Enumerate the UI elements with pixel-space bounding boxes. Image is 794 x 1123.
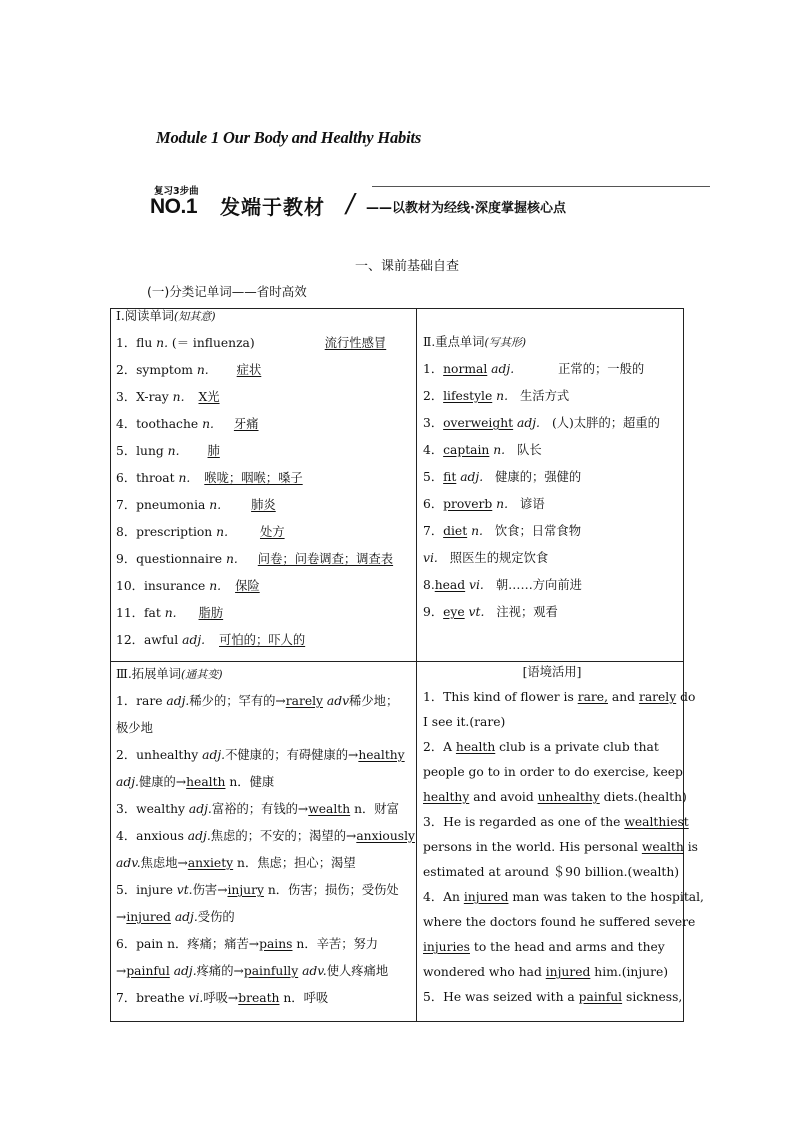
part-of-speech: n. xyxy=(168,390,185,404)
context-sentence-line xyxy=(423,760,681,785)
text-fragment: 富裕的；有钱的→ xyxy=(211,802,309,816)
text-fragment: n．辛苦；努力 xyxy=(292,937,379,951)
context-sentence-line xyxy=(423,960,681,985)
part-of-speech: vi. xyxy=(465,578,484,592)
word: 10．insurance xyxy=(116,579,206,593)
part-of-speech: n. xyxy=(492,389,508,403)
text-fragment: 3．wealthy xyxy=(116,802,189,816)
text-fragment: 7．breathe xyxy=(116,991,189,1005)
text-fragment: 4．An xyxy=(423,890,464,904)
key-word: fit xyxy=(443,470,457,484)
word: 9．questionnaire xyxy=(116,552,223,566)
text-fragment: adj. xyxy=(188,802,212,816)
text-fragment: sickness, xyxy=(622,990,683,1004)
extended-word-line xyxy=(116,931,414,958)
reading-word-row xyxy=(116,573,414,600)
part-of-speech: n. xyxy=(489,443,506,457)
part-of-speech: n. xyxy=(205,498,222,512)
banner-tagline: ——以教材为经线·深度掌握核心点 xyxy=(366,201,566,216)
part-of-speech: n. xyxy=(160,606,177,620)
word-meaning: 牙痛 xyxy=(233,417,259,431)
text-fragment: painful xyxy=(578,990,623,1004)
text-fragment: anxiety xyxy=(187,856,234,870)
text-fragment: adj. xyxy=(187,829,211,843)
text-fragment: → xyxy=(116,910,127,924)
word: 1．flu xyxy=(116,336,153,350)
text-fragment: vt. xyxy=(176,883,193,897)
text-fragment: him.(injure) xyxy=(590,965,669,979)
text-fragment: 健康的→ xyxy=(138,775,187,789)
text-fragment: n．呼吸 xyxy=(279,991,329,1005)
part-of-speech: adj. xyxy=(456,470,484,484)
word-meaning: (人)太胖的；超重的 xyxy=(551,416,660,430)
reading-word-row xyxy=(116,357,414,384)
module-title: Module 1 Our Body and Healthy Habits xyxy=(156,128,422,147)
text-fragment: health xyxy=(455,740,496,754)
context-sentence-line xyxy=(423,785,687,810)
text-fragment: estimated at around ＄90 billion.(wealth) xyxy=(423,865,680,879)
text-fragment: rarely xyxy=(638,690,677,704)
text-fragment: where the doctors found he suffered severe xyxy=(423,915,696,929)
part-of-speech: n. xyxy=(198,417,214,431)
key-word: overweight xyxy=(443,416,514,430)
key-words-heading: Ⅱ.重点单词(写其形) xyxy=(423,335,527,349)
text-fragment: 5．He was seized with a xyxy=(423,990,579,1004)
word-meaning: 流行性感冒 xyxy=(324,336,387,350)
text-fragment: wondered who had xyxy=(423,965,546,979)
context-sentence-line xyxy=(423,810,689,835)
text-fragment: injured xyxy=(463,890,509,904)
word: 4．toothache xyxy=(116,417,199,431)
text-fragment: 呼吸→ xyxy=(203,991,239,1005)
item-number: 7． xyxy=(423,524,444,538)
part-of-speech: n. xyxy=(192,363,209,377)
text-fragment: is xyxy=(683,840,698,854)
extended-word-line xyxy=(116,823,414,850)
word-meaning: 朝……方向前进 xyxy=(495,578,582,592)
banner-number: NO.1 xyxy=(150,195,198,218)
text-fragment: adj. xyxy=(116,775,139,789)
key-word-row xyxy=(423,518,685,545)
item-number: 1． xyxy=(423,362,444,376)
word-meaning: 处方 xyxy=(259,525,285,539)
word-meaning: 症状 xyxy=(236,363,262,377)
text-fragment: rare, xyxy=(577,690,608,704)
text-fragment: pains xyxy=(259,937,293,951)
key-word: lifestyle xyxy=(443,389,493,403)
key-word-row xyxy=(423,599,685,626)
text-fragment: 1．This kind of flower is xyxy=(423,690,578,704)
key-word: eye xyxy=(443,605,465,619)
context-sentence-line xyxy=(423,910,696,935)
reading-word-row xyxy=(116,519,414,546)
part-of-speech: n. xyxy=(174,471,191,485)
word-meaning: 问卷；问卷调查；调查表 xyxy=(257,552,394,566)
text-fragment: 疼痛的→ xyxy=(196,964,244,978)
text-fragment: painfully xyxy=(243,964,299,978)
word-meaning: 注视；观看 xyxy=(496,605,558,619)
text-fragment: I see it.(rare) xyxy=(423,715,506,729)
context-sentence-line xyxy=(423,860,681,885)
text-fragment: and avoid xyxy=(469,790,538,804)
banner-rule xyxy=(372,186,710,187)
item-number: 2． xyxy=(423,389,444,403)
reading-word-row xyxy=(116,546,414,573)
key-word: captain xyxy=(443,443,490,457)
key-word: proverb xyxy=(443,497,493,511)
subsection-heading: (一)分类记单词——省时高效 xyxy=(147,284,307,299)
extended-word-line xyxy=(116,769,414,796)
word: 2．symptom xyxy=(116,363,193,377)
key-word-row xyxy=(423,410,685,437)
item-number: 6． xyxy=(423,497,444,511)
key-word-row xyxy=(423,356,685,383)
banner-small-text: 复习3步曲 xyxy=(154,186,199,197)
word: 6．throat xyxy=(116,471,175,485)
item-number: 8. xyxy=(423,578,435,592)
word-meaning: 健康的；强健的 xyxy=(495,470,582,484)
part-of-speech: adj. xyxy=(487,362,515,376)
word-meaning: 肺炎 xyxy=(251,498,276,512)
text-fragment: adj. xyxy=(169,964,197,978)
part-of-speech: adj. xyxy=(513,416,540,430)
context-sentence-line xyxy=(423,685,696,710)
part-of-speech: n. xyxy=(222,552,238,566)
extended-words-cell xyxy=(116,661,414,1012)
text-fragment: 焦虑地→ xyxy=(140,856,188,870)
text-fragment: healthy xyxy=(423,790,470,804)
extended-word-line xyxy=(116,877,414,904)
reading-word-row xyxy=(116,438,414,465)
context-practice-heading: [语境活用] xyxy=(522,665,582,679)
text-fragment: injury xyxy=(227,883,264,897)
text-fragment: n．疼痛；痛苦→ xyxy=(167,937,260,951)
reading-words-heading: Ⅰ.阅读单词(知其意) xyxy=(116,309,216,323)
key-word: normal xyxy=(443,362,488,376)
text-fragment: n．焦虑；担心；渴望 xyxy=(233,856,356,870)
text-fragment: people go to in order to do exercise, keep xyxy=(423,765,683,779)
text-fragment: wealthiest xyxy=(624,815,689,829)
item-number: 9． xyxy=(423,605,444,619)
key-word-row xyxy=(423,491,685,518)
text-fragment: health xyxy=(186,775,226,789)
text-fragment: anxiously xyxy=(356,829,415,843)
reading-word-row xyxy=(116,465,414,492)
text-fragment: to the head and arms and they xyxy=(469,940,665,954)
part-of-speech: n. xyxy=(152,336,168,350)
text-fragment: n．财富 xyxy=(350,802,399,816)
word-meaning: 脂肪 xyxy=(198,606,224,620)
reading-word-row xyxy=(116,600,414,627)
text-fragment: and xyxy=(607,690,639,704)
text-fragment: adv. xyxy=(298,964,327,978)
word-meaning: 谚语 xyxy=(520,497,545,511)
key-word-row xyxy=(423,383,685,410)
text-fragment: adv xyxy=(322,694,350,708)
text-fragment: 不健康的；有碍健康的→ xyxy=(225,748,359,762)
part-of-speech: vt. xyxy=(464,605,485,619)
context-sentence-line xyxy=(423,935,681,960)
vocabulary-table xyxy=(110,308,704,1022)
item-number: 4． xyxy=(423,443,444,457)
context-practice-cell xyxy=(423,660,704,1010)
extended-word-line xyxy=(116,715,414,742)
extended-word-line xyxy=(116,688,414,715)
text-fragment: adj. xyxy=(170,910,198,924)
text-fragment: adv. xyxy=(116,856,141,870)
banner-slash: / xyxy=(343,189,358,219)
word: 5．lung xyxy=(116,444,164,458)
word-meaning: 饮食；日常食物 xyxy=(494,524,581,538)
extended-word-line xyxy=(116,796,414,823)
text-fragment: injured xyxy=(545,965,591,979)
text-fragment: 2．A xyxy=(423,740,456,754)
part-of-speech: n. xyxy=(163,444,180,458)
text-fragment: 受伤的 xyxy=(197,910,235,924)
table-divider-vertical xyxy=(416,308,417,1022)
extended-word-line xyxy=(116,985,414,1012)
context-sentence-line xyxy=(423,985,681,1010)
item-number: 3． xyxy=(423,416,444,430)
section-heading: 一、课前基础自查 xyxy=(355,259,460,274)
text-fragment: breath xyxy=(238,991,280,1005)
word-meaning: 可怕的；吓人的 xyxy=(219,633,306,647)
text-fragment: unhealthy xyxy=(537,790,600,804)
text-fragment: n．伤害；损伤；受伤处 xyxy=(263,883,399,897)
text-fragment: wealth xyxy=(641,840,684,854)
word-meaning: 肺 xyxy=(207,444,220,458)
text-fragment: diets.(health) xyxy=(599,790,687,804)
text-fragment: vi. xyxy=(188,991,204,1005)
text-fragment: wealth xyxy=(308,802,351,816)
word-meaning: 喉咙；咽喉；嗓子 xyxy=(204,471,303,485)
text-fragment: club is a private club that xyxy=(495,740,659,754)
text-fragment: rarely xyxy=(285,694,323,708)
text-fragment: painful xyxy=(126,964,170,978)
section-banner xyxy=(150,183,710,219)
extended-word-line xyxy=(116,850,414,877)
part-of-speech: n. xyxy=(212,525,228,539)
extended-word-line xyxy=(116,958,414,985)
context-sentence-line xyxy=(423,885,704,910)
part-of-speech: n. xyxy=(492,497,509,511)
text-fragment: adj. xyxy=(166,694,190,708)
text-fragment: 稀少地； xyxy=(349,694,399,708)
item-number: 5． xyxy=(423,470,444,484)
text-fragment: injuries xyxy=(423,940,470,954)
word: 7．pneumonia xyxy=(116,498,206,512)
context-sentence-line xyxy=(423,835,698,860)
text-fragment: 焦虑的；不安的；渴望的→ xyxy=(210,829,357,843)
extended-word-line xyxy=(116,742,414,769)
part-of-speech: vi. xyxy=(423,551,438,565)
text-fragment: 2．unhealthy xyxy=(116,748,203,762)
key-word: head xyxy=(434,578,466,592)
text-fragment: adj. xyxy=(202,748,226,762)
key-words-cell xyxy=(423,329,685,626)
key-word-row xyxy=(423,545,685,572)
text-fragment: 6．pain xyxy=(116,937,168,951)
text-fragment: 5．injure xyxy=(116,883,177,897)
text-fragment: 伤害→ xyxy=(192,883,228,897)
text-fragment: persons in the world. His personal xyxy=(423,840,642,854)
key-word-row xyxy=(423,437,685,464)
text-fragment: 4．anxious xyxy=(116,829,188,843)
extended-words-heading: Ⅲ.拓展单词(通其变) xyxy=(116,667,223,681)
text-fragment: do xyxy=(676,690,696,704)
text-fragment: healthy xyxy=(358,748,405,762)
key-word: diet xyxy=(443,524,468,538)
word-meaning: X光 xyxy=(198,390,220,404)
reading-word-row xyxy=(116,627,414,654)
part-of-speech: adj. xyxy=(178,633,206,647)
word: 8．prescription xyxy=(116,525,213,539)
context-sentence-line xyxy=(423,735,681,760)
reading-word-row xyxy=(116,411,414,438)
word: 12．awful xyxy=(116,633,179,647)
word: 3．X-ray xyxy=(116,390,169,404)
reading-word-row xyxy=(116,330,414,357)
word-meaning: 正常的；一般的 xyxy=(558,362,645,376)
reading-words-cell xyxy=(116,303,414,654)
reading-word-row xyxy=(116,492,414,519)
key-word-row xyxy=(423,572,685,599)
part-of-speech: n. xyxy=(467,524,483,538)
text-fragment: injured xyxy=(126,910,171,924)
word-meaning: 队长 xyxy=(517,443,542,457)
banner-heading: 发端于教材 xyxy=(220,195,325,219)
text-fragment: n．健康 xyxy=(225,775,275,789)
word-meaning: 生活方式 xyxy=(519,389,570,403)
text-fragment: 1．rare xyxy=(116,694,167,708)
context-sentence-line xyxy=(423,710,681,735)
text-fragment: → xyxy=(116,964,127,978)
word: 11．fat xyxy=(116,606,161,620)
text-fragment: 稀少的；罕有的→ xyxy=(189,694,286,708)
reading-word-row xyxy=(116,384,414,411)
key-word-row xyxy=(423,464,685,491)
text-fragment: 使人疼痛地 xyxy=(326,964,389,978)
part-of-speech: n. xyxy=(205,579,222,593)
word-meaning: 照医生的规定饮食 xyxy=(449,551,549,565)
text-fragment: 3．He is regarded as one of the xyxy=(423,815,625,829)
word-meaning: 保险 xyxy=(235,579,260,593)
extended-word-line xyxy=(116,904,414,931)
text-fragment: 极少地 xyxy=(116,721,153,735)
word-note: (＝ influenza) xyxy=(168,336,255,350)
text-fragment: man was taken to the hospital, xyxy=(508,890,704,904)
